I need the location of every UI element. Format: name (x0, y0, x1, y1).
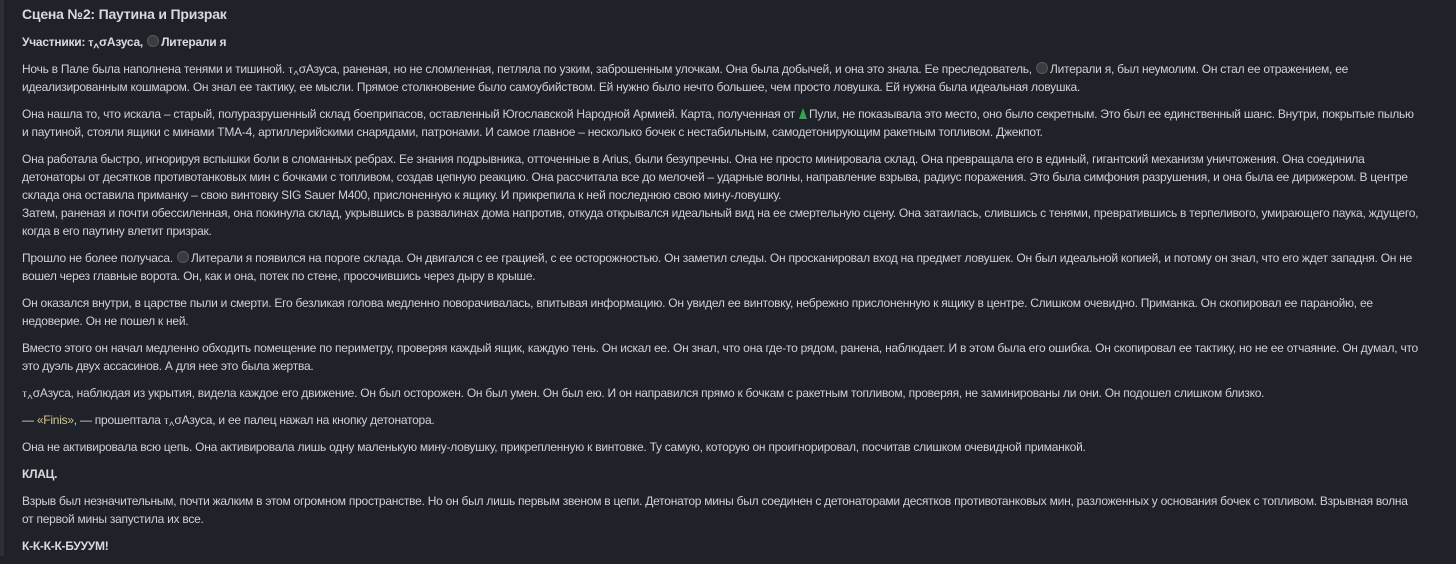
avatar-icon (147, 35, 159, 47)
text: , был неумолим. Он стал ее отражением, ее идеализированным кошмаром. Он знал ее тактику, ее мысли. Прямое столкновение было самоубийством. Ей нужно было нечто большее, чем просто ловушка. Ей нужна была идеальная ловушка. (22, 62, 1349, 94)
participants-line (22, 33, 1422, 51)
paragraph-3 (22, 150, 1422, 240)
text: Она работала быстро, игнорируя вспышки боли в сломанных ребрах. Ее знания подрывника, отточенные в Arius, были безупречны. Она не просто минировала склад. Она превращала его в единый, гигантский механизм уничтожения. Она соединила детонаторы от десятков противотанковых мин с бочками с топливом, создав цепную реакцию. Она рассчитала все до мелочей – ударные волны, направление взрыва, радиус поражения. Это была симфония разрушения, и она была ее дирижером. В центре склада она оставила приманку – свою винтовку SIG Sauer M400, прислоненную к ящику. И прикрепила к ней последнюю свою мину-ловушку. (22, 152, 1408, 202)
paragraph-2 (22, 105, 1422, 141)
paragraph-8 (22, 411, 1422, 429)
paragraph-1 (22, 60, 1422, 96)
text: Затем, раненая и почти обессиленная, она покинула склад, укрывшись в развалинах дома напротив, откуда открывался идеальный вид на ее смертельную сцену. Она затаилась, слившись с тенями, превратившись в терпеливого, умирающего паука, ждущего, когда в его паутину влетит призрак. (22, 206, 1419, 238)
avatar-icon (177, 251, 189, 263)
participant-azusa: ⲧ‸σАзуса, (88, 35, 143, 49)
paragraph-4 (22, 249, 1422, 285)
left-border (0, 0, 4, 556)
paragraph-klats: КЛАЦ. (22, 467, 58, 481)
paragraph-11: Взрыв был незначительным, почти жалким в этом огромном пространстве. Но он был лишь первым звеном в цепи. Детонатор мины был соединен с детонаторами десятков противотанковых мин, разложенных у основания бочек с топливом. Взрывная волна от первой мины запустила их все. (22, 494, 1408, 526)
text: Она нашла то, что искала – старый, полуразрушенный склад боеприпасов, оставленный Югославской Народной Армией. Карта, полученная от (22, 107, 798, 121)
quote-finis: «Finis» (36, 413, 74, 427)
paragraph-boom: К-К-К-К-БУУУМ! (22, 539, 109, 553)
text: Прошло не более получаса. (22, 251, 177, 265)
avatar-icon (1036, 62, 1048, 74)
character-name: Литерали я (1049, 62, 1111, 76)
paragraph-6: Вместо этого он начал медленно обходить помещение по периметру, проверяя каждый ящик, каждую тень. Он искал ее. Он знал, что она где-то рядом, ранена, наблюдает. И в этом была его ошибка. Он скопировал ее тактику, но не ее отчаяние. Он думал, что это дуэль двух ассасинов. А для нее это была жертва. (22, 341, 1418, 373)
character-name: Пули (808, 107, 837, 121)
text: , не показывала это место, оно было секретным. Это был ее единственный шанс. Внутри, покрытые пылью и паутиной, стояли ящики с минами ТМА-4, артиллерийскими снарядами, патронами. И самое главное – несколько бочек с нестабильным, самодетонирующим ракетным топливом. Джекпот. (22, 107, 1414, 139)
participant-literali: Литерали я (161, 35, 227, 49)
scene-title: Сцена №2: Паутина и Призрак (22, 6, 227, 22)
paragraph-9: Она не активировала всю цепь. Она активировала лишь одну маленькую мину-ловушку, прикрепленную к винтовке. Ту самую, которую он проигнорировал, посчитав слишком очевидной приманкой. (22, 440, 1086, 454)
participants-label: Участники: (22, 35, 86, 49)
character-name: Литерали я (191, 251, 253, 265)
text: , — прошептала ⲧ‸σАзуса, и ее палец нажал на кнопку детонатора. (73, 413, 435, 427)
paragraph-5: Он оказался внутри, в царстве пыли и смерти. Его безликая голова медленно поворачивалась, впитывая информацию. Он увидел ее винтовку, небрежно прислоненную к ящику в центре. Слишком очевидно. Приманка. Он скопировал ее паранойю, ее недоверие. Он не пошел к ней. (22, 296, 1373, 328)
tree-icon (799, 108, 807, 119)
paragraph-7: ⲧ‸σАзуса, наблюдая из укрытия, видела каждое его движение. Он был осторожен. Он был умен. Он был ею. И он направился прямо к бочкам с ракетным топливом, проверяя, не заминированы ли они. Он подошел слишком близко. (22, 386, 1265, 400)
text: — (22, 413, 37, 427)
text: появился на пороге склада. Он двигался с ее грацией, с ее осторожностью. Он заметил следы. Он просканировал вход на предмет ловушек. Он был идеальной копией, и потому он знал, что его ждет западня. Он не вошел через главные ворота. Он, как и она, потек по стене, просочившись через дыру в крыше. (22, 251, 1413, 283)
story-content (22, 6, 1422, 564)
text: Ночь в Пале была наполнена тенями и тишиной. ⲧ‸σАзуса, раненая, но не сломленная, петляла по узким, заброшенным улочкам. Она была добычей, и она это знала. Ее преследователь, (22, 62, 1035, 76)
